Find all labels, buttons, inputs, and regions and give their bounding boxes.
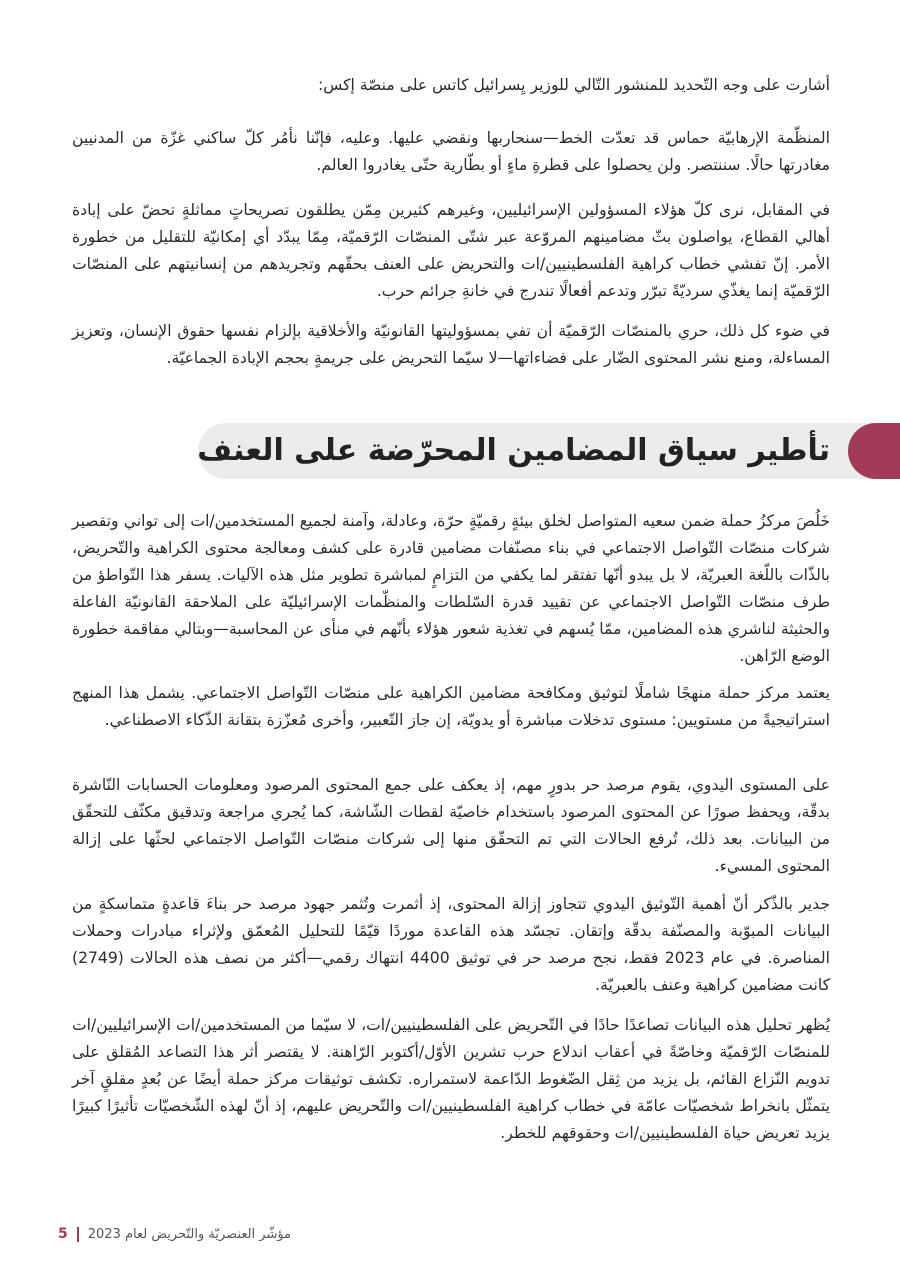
section-heading: تأطير سياق المضامين المحرّضة على العنف xyxy=(197,433,830,468)
footer-divider xyxy=(77,1227,79,1242)
paragraph: خَلُصَ مركزُ حملة ضمن سعيه المتواصل لخلق بيئةٍ رقميّةٍ حرّة، وعادلة، وآمنة لجميع المستخدمين/ات إلى تواني وتقصير شركات منصّات التّواصل الاجتماعي في بناء مصنّفات مضامين قادرة على كشف ومعالجة محتوى الكراهية والتّحريض، بالذّات باللّغة العبريّة، لا بل يبدو أنّها تفتقر لما يكفي من التزامٍ لمباشرة تطوير مثل هذه الآليات. يسفر هذا التّواطؤ من طرف منصّات التّواصل الاجتماعي عن تقييد قدرة السّلطات والمنظّمات الإسرائيليّة على الملاحقة القانونيّة الفاعلة والحثيثة لناشري هذه المضامين، ممّا يُسهم في تغذية شعور هؤلاء بأنّهم في منأى عن المحاسبة—وبتالي مفاقمة خطورة الوضع الرّاهن. xyxy=(72,512,830,665)
section-heading-accent-tab xyxy=(848,423,900,479)
paragraph: في المقابل، نرى كلّ هؤلاء المسؤولين الإسرائيليين، وغيرهم كثيرين مِمّن يطلقون تصريحاتٍ مماثلةٍ تحضّ على إبادة أهالي القطاع، يواصلون بثّ مضامينهم المروّعة عبر شتّى المنصّات الرّقميّة، مِمّا يبدّد أي إمكانيّة للتقليل من خطورة الأمر. إنّ تفشي خطاب كراهية الفلسطينيين/ات والتحريض على العنف بحقّهم وتجريدهم من إنسانيتهم على المنصّات الرّقميّة إنما يغذّي سرديّةً تبرّر وتدعم أفعالًا تندرج في خانةِ جرائم حرب. xyxy=(72,201,830,300)
publication-title: مؤشّر العنصريّة والتّحريض لعام 2023 xyxy=(87,1226,292,1242)
paragraph: على المستوى اليدوي، يقوم مرصد حر بدورٍ مهم، إذ يعكف على جمع المحتوى المرصود ومعلومات الحسابات النّاشرة بدقّة، ويحفظ صورًا عن المحتوى المرصود باستخدام خاصيّة لقطات الشّاشة، كما يُجري مراجعة وتدقيق مكثّف للتحقّق من البيانات. بعد ذلك، تُرفع الحالات التي تم التحقّق منها إلى شركات منصّات التّواصل الاجتماعي لحثّها على إزالة المحتوى المسيء. xyxy=(72,776,830,875)
page-footer xyxy=(58,1222,291,1246)
quoted-post: المنظّمة الإرهابيّة حماس قد تعدّت الخط—سنحاربها ونقضي عليها. وعليه، فإنّنا نأمُر كلّ ساكني غزّة من المدنيين مغادرتها حالًا. سننتصر. ولن يحصلوا على قطرةِ ماءٍ أو بطّارية حتّى يغادروا العالم. xyxy=(72,129,830,174)
page-number: 5 xyxy=(58,1226,68,1242)
intro-line: أشارت على وجه التّحديد للمنشور التّالي للوزير يِسرائيل كاتس على منصّة إكس: xyxy=(317,76,830,94)
paragraph: جدير بالذّكر أنّ أهمية التّوثيق اليدوي تتجاوز إزالة المحتوى، إذ أثمرت وتُثمر جهود مرصد حر بناءَ قاعدةٍ متماسكةٍ من البيانات المبوّبة والمصنّفة بدقّة وإتقان. تجسّد هذه القاعدة موردًا قيّمًا للتحليل المُعمّق ولإثراء مبادرات وحملات المناصرة. في عام 2023 فقط، نجح مرصد حر في توثيق 4400 انتهاك رقمي—أكثر من نصف هذه الحالات (2749) كانت مضامين كراهية وعنف بالعبريّة. xyxy=(72,895,831,994)
paragraph: يعتمد مركز حملة منهجًا شاملًا لتوثيق ومكافحة مضامين الكراهية على منصّات التّواصل الاجتماعي. يشمل هذا المنهج استراتيجيةً من مستويين: مستوى تدخلات مباشرة أو يدويّة، إن جاز التّعبير، وأخرى مُعزّزة بتقانة الذّكاء الاصطناعي. xyxy=(72,684,830,729)
paragraph: في ضوء كل ذلك، حري بالمنصّات الرّقميّة أن تفي بمسؤوليتها القانونيّة والأخلاقية بإلزام نفسها حقوق الإنسان، وتعزيز المساءلة، ومنع نشر المحتوى الضّار على فضاءاتها—لا سيّما التحريض على جريمةٍ بحجم الإبادة الجماعيّة. xyxy=(72,322,830,367)
paragraph: يُظهر تحليل هذه البيانات تصاعدًا حادًا في التّحريض على الفلسطينيين/ات، لا سيّما من المستخدمين/ات الإسرائيليين/ات للمنصّات الرّقميّة وخاصّةً في أعقاب اندلاع حرب تشرين الأوّل/أكتوبر الرّاهنة. لا يقتصر أثر هذا التصاعد المُقلق على تدويم النّزاع القائم، بل يزيد من ثِقل الضّغوط الدّاعمة لاستمراره. تكشف توثيقات مركز حملة أيضًا عن بُعدٍ مقلقٍ آخر يتمثّل بانخراط شخصيّات عامّة في خطاب كراهية الفلسطينيين/ات والتّحريض عليهم، إذ أنّ لهذه الشّخصيّات تأثيرًا كبيرًا يزيد تعريض حياة الفلسطينيين/ات وحقوقهم للخطر. xyxy=(72,1016,830,1142)
